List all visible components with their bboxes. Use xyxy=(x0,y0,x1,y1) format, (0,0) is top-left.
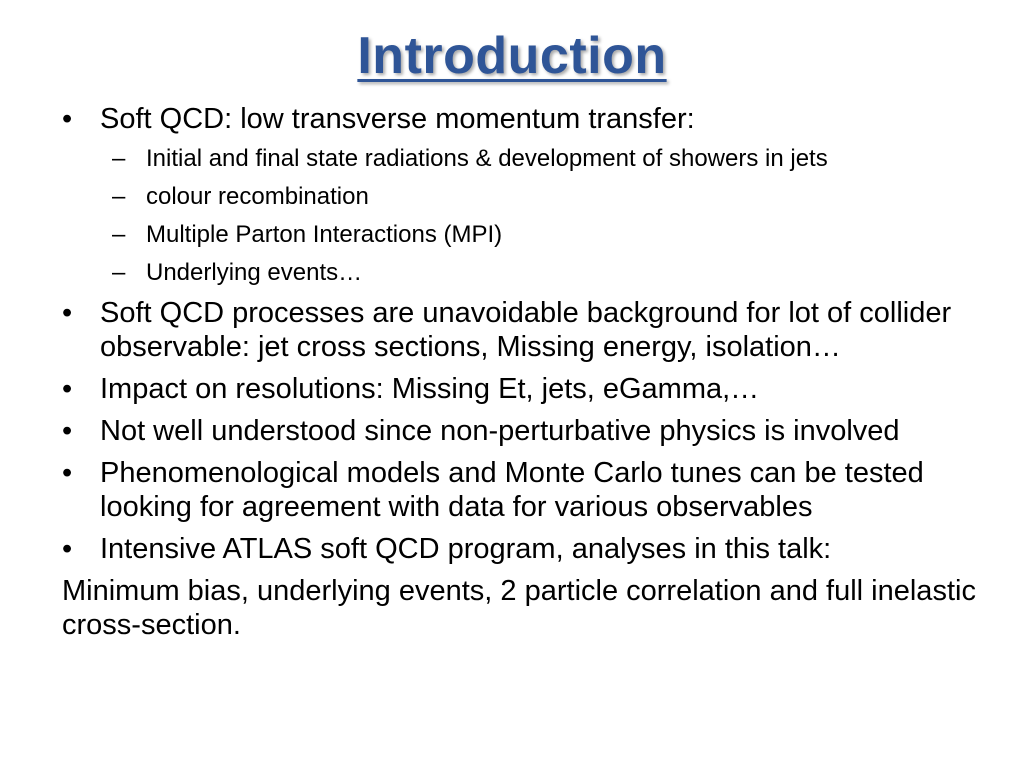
dash-icon: – xyxy=(112,259,126,286)
bullet-icon: • xyxy=(62,297,73,329)
sub-bullet-text: Initial and final state radiations & development of showers in jets xyxy=(146,145,828,172)
bullet-icon: • xyxy=(62,533,73,565)
sub-bullet-item xyxy=(62,258,992,288)
sub-bullet-text: Underlying events… xyxy=(146,259,363,286)
bullet-text: Impact on resolutions: Missing Et, jets, eGamma,… xyxy=(100,373,760,405)
sub-bullet-item xyxy=(62,220,992,250)
bullet-text: Soft QCD: low transverse momentum transfer: xyxy=(100,103,695,135)
bullet-item xyxy=(62,102,992,136)
bullet-text: Phenomenological models and Monte Carlo tunes can be tested looking for agreement with data for various observables xyxy=(100,457,924,523)
bullet-icon: • xyxy=(62,457,73,489)
slide-body xyxy=(62,102,992,642)
bullet-text: Intensive ATLAS soft QCD program, analyses in this talk: xyxy=(100,533,832,565)
dash-icon: – xyxy=(112,183,126,210)
bullet-item xyxy=(62,414,992,448)
slide-title: Introduction xyxy=(357,27,667,85)
closing-text: Minimum bias, underlying events, 2 particle correlation and full inelastic cross-section. xyxy=(62,575,976,641)
bullet-icon: • xyxy=(62,373,73,405)
bullet-item xyxy=(62,372,992,406)
sub-bullet-list xyxy=(62,144,992,288)
bullet-icon: • xyxy=(62,103,73,135)
sub-bullet-item xyxy=(62,144,992,174)
bullet-icon: • xyxy=(62,415,73,447)
bullet-item xyxy=(62,532,992,566)
sub-bullet-text: Multiple Parton Interactions (MPI) xyxy=(146,221,503,248)
sub-bullet-text: colour recombination xyxy=(146,183,369,210)
bullet-text: Not well understood since non-perturbative physics is involved xyxy=(100,415,900,447)
dash-icon: – xyxy=(112,221,126,248)
bullet-item xyxy=(62,456,992,524)
bullet-item xyxy=(62,296,992,364)
bullet-text: Soft QCD processes are unavoidable background for lot of collider observable: jet cross sections, Missing energy, isolation… xyxy=(100,297,952,363)
sub-bullet-item xyxy=(62,182,992,212)
dash-icon: – xyxy=(112,145,126,172)
